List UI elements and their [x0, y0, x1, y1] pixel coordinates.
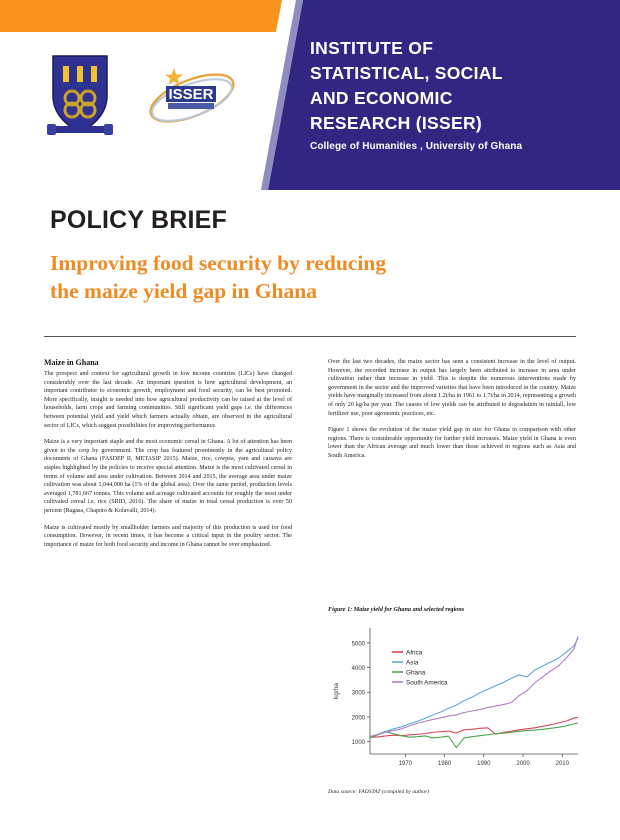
body-paragraph: Figure 1 shows the evolution of the maize yield gap in size for Ghana in comparison with other regions. There is considerable opportunity for further yield increases. Maize yield in Ghana is even lower than the African average and much lower than those achieved in regions such as Asia and South America. — [328, 427, 576, 459]
svg-text:Africa: Africa — [406, 649, 423, 657]
svg-text:South America: South America — [406, 679, 448, 687]
svg-text:3000: 3000 — [351, 690, 365, 697]
maize-yield-line-chart — [328, 618, 586, 786]
figure-source-note: Data source: FAOSTAT (compiled by author) — [328, 789, 430, 795]
organization-name-block — [310, 36, 610, 152]
svg-text:5000: 5000 — [351, 641, 365, 648]
svg-text:1000: 1000 — [351, 740, 365, 747]
svg-text:2010: 2010 — [555, 761, 569, 767]
body-paragraph: Maize is cultivated mostly by smallholder farmers and majority of this production is used for food consumption. However, in recent times, it has become a critical input in the poultry sector. The importance of maize for both food security and income in Ghana cannot be over emphasized. — [44, 524, 292, 548]
isser-logo-icon — [142, 60, 242, 132]
page-title — [50, 249, 570, 305]
masthead — [0, 0, 620, 190]
org-line-3: AND ECONOMIC — [310, 88, 453, 108]
org-line-2: STATISTICAL, SOCIAL — [310, 63, 503, 83]
org-line-4: RESEARCH (ISSER) — [310, 113, 483, 133]
svg-text:4000: 4000 — [351, 666, 365, 673]
section-heading-maize-in-ghana: Maize in Ghana — [44, 358, 99, 367]
svg-text:kg/ha: kg/ha — [333, 683, 340, 699]
body-paragraph: The prospect and context for agricultural growth in low income countries (LICs) have changed considerably over the last decade. An important question is how agricultural development, an important contributor to economic growth, employment and food security, can be best promoted. More specifically, insight is needed into how agricultural productivity can be raised at the level of households, farm crops and farming communities. Still significant yield gaps i.e. the differences between potential yield and yield which farmers actually obtain, are observed in the agricultural sector of LICs, which suggest possibilities for improving performance. — [44, 371, 292, 429]
body-paragraph: Maize is a very important staple and the most economic cereal in Ghana. A lot of attention has been given to the crop by government. The crop has featured prominently in the agricultural policy documents of Ghana (FASDEP II, METASIP 2015). Maize, rice, cowpea, yam and cassava are staples highlighted by the policies to receive special attention. Maize is the most cultivated cereal in terms of volume and area under cultivation. Between 2014 and 2015, the average area under maize cultivation was about 1,044,000 ha (1% of the global area). Over the same period, production levels averaged 1,781,667 tonnes. This volume and acreage cultivated accounts for roughly the most under cultivated cereal i.e. rice (SRID, 2016). The share of maize in total cereal production is over 50 percent (Ragasa, Chapoto & Kolavalli, 2014). — [44, 439, 292, 514]
org-subtitle: College of Humanities , University of Ghana — [310, 141, 523, 152]
page-title-line-2: the maize yield gap in Ghana — [50, 279, 317, 303]
svg-text:1990: 1990 — [477, 761, 491, 767]
org-line-1: INSTITUTE OF — [310, 38, 434, 58]
page-title-line-1: Improving food security by reducing — [50, 251, 387, 275]
figure-1-block — [328, 606, 586, 795]
volume-label: Vol. 8 — [47, 156, 73, 167]
figure-caption: Figure 1: Maize yield for Ghana and selected regions — [328, 606, 465, 613]
issue-date-label: October 2017 — [124, 156, 187, 167]
right-text-column — [328, 358, 576, 469]
title-divider — [44, 336, 576, 337]
svg-text:2000: 2000 — [516, 761, 530, 767]
svg-text:2000: 2000 — [351, 715, 365, 722]
left-text-column — [44, 358, 292, 557]
policy-brief-kicker: POLICY BRIEF — [50, 206, 227, 234]
svg-text:1980: 1980 — [437, 761, 452, 767]
svg-text:Ghana: Ghana — [406, 669, 426, 677]
svg-text:1970: 1970 — [398, 761, 413, 767]
body-paragraph: Over the last two decades, the maize sector has seen a consistent increase in the level of output. However, the recorded increase in output has largely been attributed to increase in area under cultivation rather than increase in yield. This is despite the numerous interventions made by government in the sector and the improved varieties that have been introduced in the country. Maize yields have marginally increased from about 1.2t/ha in 1961 to 1.7t/ha in 2014, representing a growth of only 20 kg/ha per year. The causes of low yields can be attributed to degradation in rainfall, low fertilizer use, poor agronomic practices, etc. — [328, 359, 576, 417]
svg-text:Asia: Asia — [406, 659, 419, 667]
masthead-orange-bar — [0, 0, 282, 32]
university-of-ghana-crest-icon — [45, 52, 115, 136]
title-block — [50, 206, 570, 305]
svg-text:ISSER: ISSER — [168, 86, 214, 103]
